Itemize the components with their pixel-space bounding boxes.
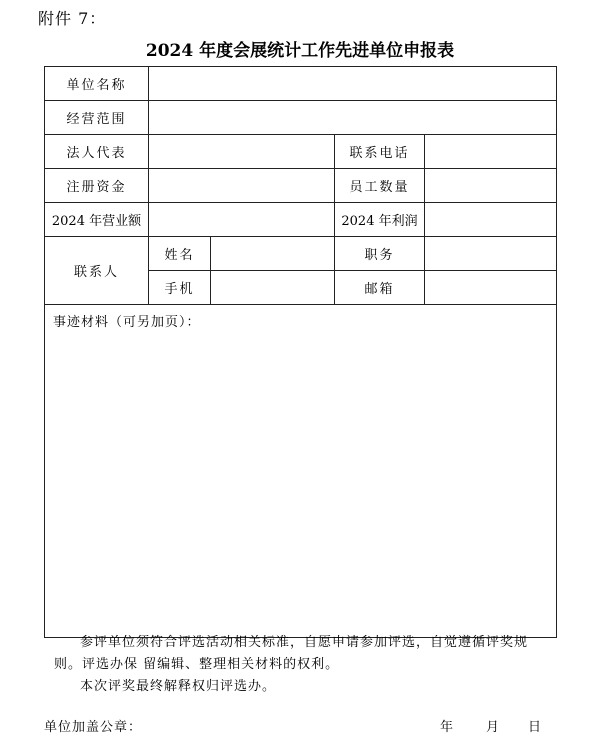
notes [54,632,554,698]
notes-interpretation: 本次评奖最终解释权归评选办。 [80,679,277,694]
contact-phone-field[interactable] [425,135,557,169]
position-label: 职务 [335,237,425,271]
date-month: 月 [486,720,500,735]
mobile-label: 手机 [149,271,211,305]
date-year: 年 [440,720,454,735]
employee-count-field[interactable] [425,169,557,203]
page-title: 2024 年度会展统计工作先进单位申报表 [145,41,455,61]
attachment-label: 附件 7： [38,9,107,28]
email-label: 邮箱 [335,271,425,305]
profit-field[interactable] [425,203,557,237]
materials-field[interactable] [45,305,557,638]
business-scope-field[interactable] [149,101,557,135]
unit-name-field[interactable] [149,67,557,101]
profit-label: 2024 年利润 [335,203,425,237]
notes-rules: 参评单位须符合评选活动相关标准，自愿申请参加评选，自觉遵循评奖规则。评选办保 留编辑、整理相关材料的权利。 [54,635,529,672]
application-form-table [44,66,557,638]
seal-label: 单位加盖公章： [44,720,143,735]
email-field[interactable] [425,271,557,305]
position-field[interactable] [425,237,557,271]
business-scope-label: 经营范围 [45,101,149,135]
name-label: 姓名 [149,237,211,271]
unit-name-label: 单位名称 [45,67,149,101]
name-field[interactable] [211,237,335,271]
employee-count-label: 员工数量 [335,169,425,203]
registered-capital-field[interactable] [149,169,335,203]
revenue-label: 2024 年营业额 [45,203,149,237]
contact-phone-label: 联系电话 [335,135,425,169]
revenue-field[interactable] [149,203,335,237]
registered-capital-label: 注册资金 [45,169,149,203]
legal-rep-label: 法人代表 [45,135,149,169]
mobile-field[interactable] [211,271,335,305]
materials-label: 事迹材料（可另加页）： [53,315,201,330]
date-day: 日 [528,720,542,735]
legal-rep-field[interactable] [149,135,335,169]
contact-person-label: 联系人 [45,237,149,305]
